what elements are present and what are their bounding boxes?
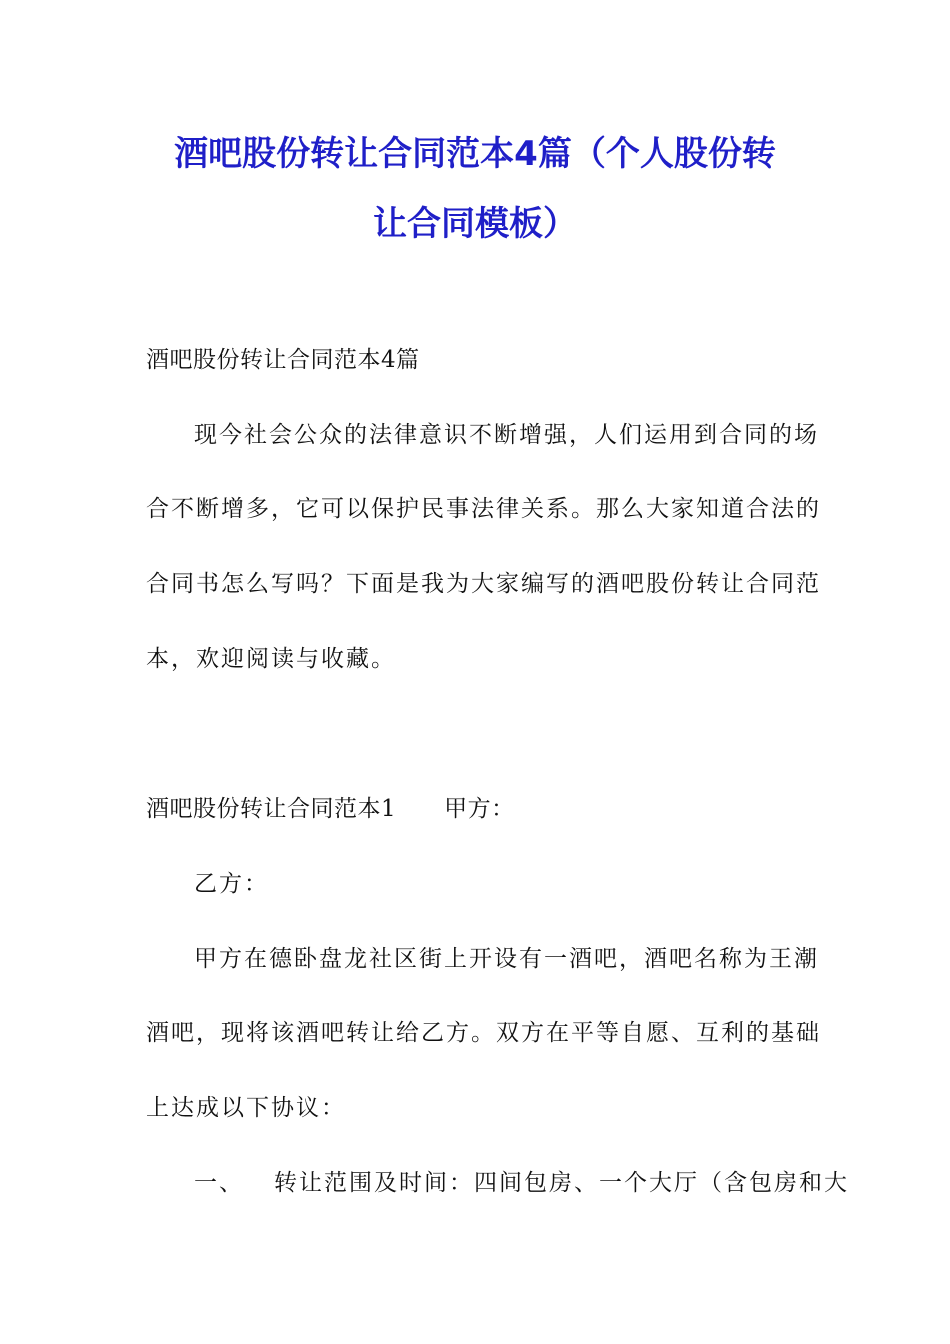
section-1-body-line-3: 上达成以下协议： (146, 1095, 346, 1121)
section-1-body-line-2: 酒吧，现将该酒吧转让给乙方。双方在平等自愿、互利的基础 (146, 1020, 821, 1046)
section-1-heading: 酒吧股份转让合同范本1 (146, 796, 397, 822)
intro-line-1: 现今社会公众的法律意识不断增强，人们运用到合同的场 (194, 422, 819, 448)
clause-1-number: 一、 (194, 1170, 244, 1196)
intro-line-3: 合同书怎么写吗？下面是我为大家编写的酒吧股份转让合同范 (146, 571, 821, 597)
clause-1-row (194, 1168, 854, 1198)
section-1-body-line-1: 甲方在德卧盘龙社区街上开设有一酒吧，酒吧名称为王潮 (194, 946, 819, 972)
clause-1-text: 转让范围及时间：四间包房、一个大厅（含包房和大 (274, 1170, 849, 1196)
document-title-line-2: 让合同模板） (373, 204, 577, 244)
intro-line-4: 本，欢迎阅读与收藏。 (146, 646, 396, 672)
party-b-label: 乙方： (194, 871, 269, 897)
document-title-line-1: 酒吧股份转让合同范本4篇（个人股份转 (174, 134, 776, 174)
intro-line-2: 合不断增多，它可以保护民事法律关系。那么大家知道合法的 (146, 496, 821, 522)
document-subtitle: 酒吧股份转让合同范本4篇 (146, 347, 420, 373)
section-1-heading-row (146, 794, 806, 824)
party-a-label: 甲方： (444, 796, 515, 822)
